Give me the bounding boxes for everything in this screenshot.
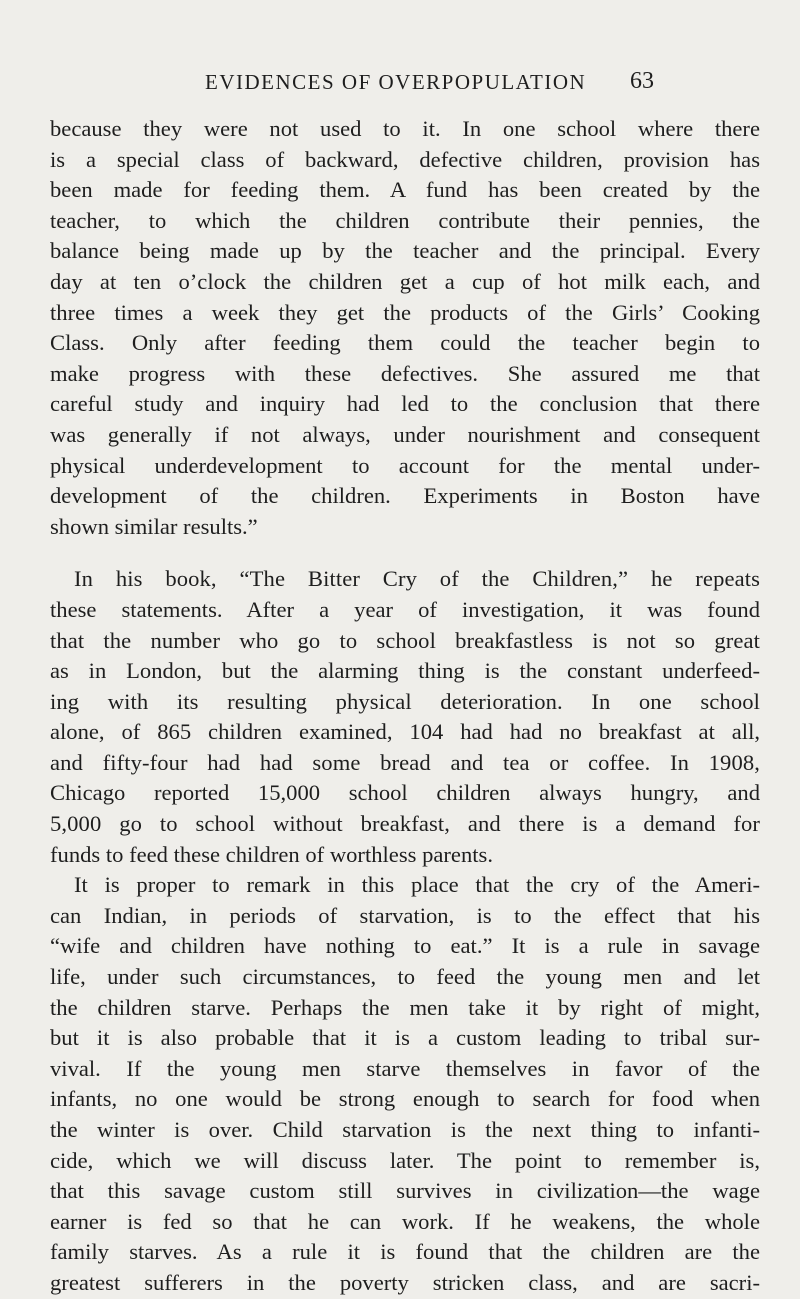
text-line: that this savage custom still survives in civilization—the wage [50, 1178, 760, 1204]
text-line: that the number who go to school breakfastless is not so great [50, 627, 760, 653]
text-line: infants, no one would be strong enough to search for food when [50, 1086, 760, 1112]
text-line: teacher, to which the children contribute their pennies, the [50, 207, 760, 233]
text-line: development of the children. Experiments in Boston have [50, 483, 760, 509]
text-line: shown similar results.” [50, 513, 258, 539]
text-line: 5,000 go to school without breakfast, and there is a demand for [50, 811, 760, 837]
page-number: 63 [630, 68, 654, 94]
text-line: funds to feed these children of worthless parents. [50, 841, 493, 867]
text-line: life, under such circumstances, to feed the young men and let [50, 964, 760, 990]
text-line: In his book, “The Bitter Cry of the Children,” he repeats [74, 566, 760, 592]
text-line: Chicago reported 15,000 school children always hungry, and [50, 780, 760, 806]
body-text [50, 114, 760, 1299]
text-line: alone, of 865 children examined, 104 had had no breakfast at all, [50, 719, 760, 745]
text-line: physical underdevelopment to account for the mental under- [50, 452, 760, 478]
text-line: family starves. As a rule it is found that the children are the [50, 1239, 760, 1265]
text-line: been made for feeding them. A fund has been created by the [50, 177, 760, 203]
text-line: but it is also probable that it is a custom leading to tribal sur- [50, 1025, 760, 1051]
text-line: balance being made up by the teacher and the principal. Every [50, 238, 760, 264]
text-line: ing with its resulting physical deterioration. In one school [50, 688, 760, 714]
paragraph-3 [50, 870, 760, 1298]
text-line: because they were not used to it. In one school where there [50, 116, 760, 141]
text-line: earner is fed so that he can work. If he weakens, the whole [50, 1208, 760, 1234]
page-header [0, 70, 800, 110]
text-line: It is proper to remark in this place that the cry of the Ameri- [74, 872, 760, 898]
text-line: was generally if not always, under nourishment and consequent [50, 421, 760, 447]
text-line: Class. Only after feeding them could the teacher begin to [50, 330, 760, 356]
paragraph-1 [50, 114, 760, 542]
text-line: make progress with these defectives. She assured me that [50, 360, 760, 386]
text-line: the children starve. Perhaps the men take it by right of might, [50, 994, 760, 1020]
text-line: vival. If the young men starve themselves in favor of the [50, 1055, 760, 1081]
text-line: can Indian, in periods of starvation, is to the effect that his [50, 902, 760, 928]
running-head: EVIDENCES OF OVERPOPULATION [205, 70, 587, 94]
text-line: “wife and children have nothing to eat.” It is a rule in savage [50, 933, 760, 959]
paragraph-gap [50, 542, 760, 564]
text-line: and fifty-four had had some bread and tea or coffee. In 1908, [50, 749, 760, 775]
text-line: careful study and inquiry had led to the conclusion that there [50, 391, 760, 417]
text-line: as in London, but the alarming thing is the constant underfeed- [50, 658, 760, 684]
text-line: greatest sufferers in the poverty stricken class, and are sacri- [50, 1269, 760, 1295]
text-line: cide, which we will discuss later. The point to remember is, [50, 1147, 760, 1173]
text-line: three times a week they get the products of the Girls’ Cooking [50, 299, 760, 325]
text-line: the winter is over. Child starvation is the next thing to infanti- [50, 1117, 760, 1142]
text-line: these statements. After a year of investigation, it was found [50, 596, 760, 622]
text-line: is a special class of backward, defective children, provision has [50, 146, 760, 172]
paragraph-2 [50, 564, 760, 870]
text-line: day at ten o’clock the children get a cup of hot milk each, and [50, 268, 760, 294]
